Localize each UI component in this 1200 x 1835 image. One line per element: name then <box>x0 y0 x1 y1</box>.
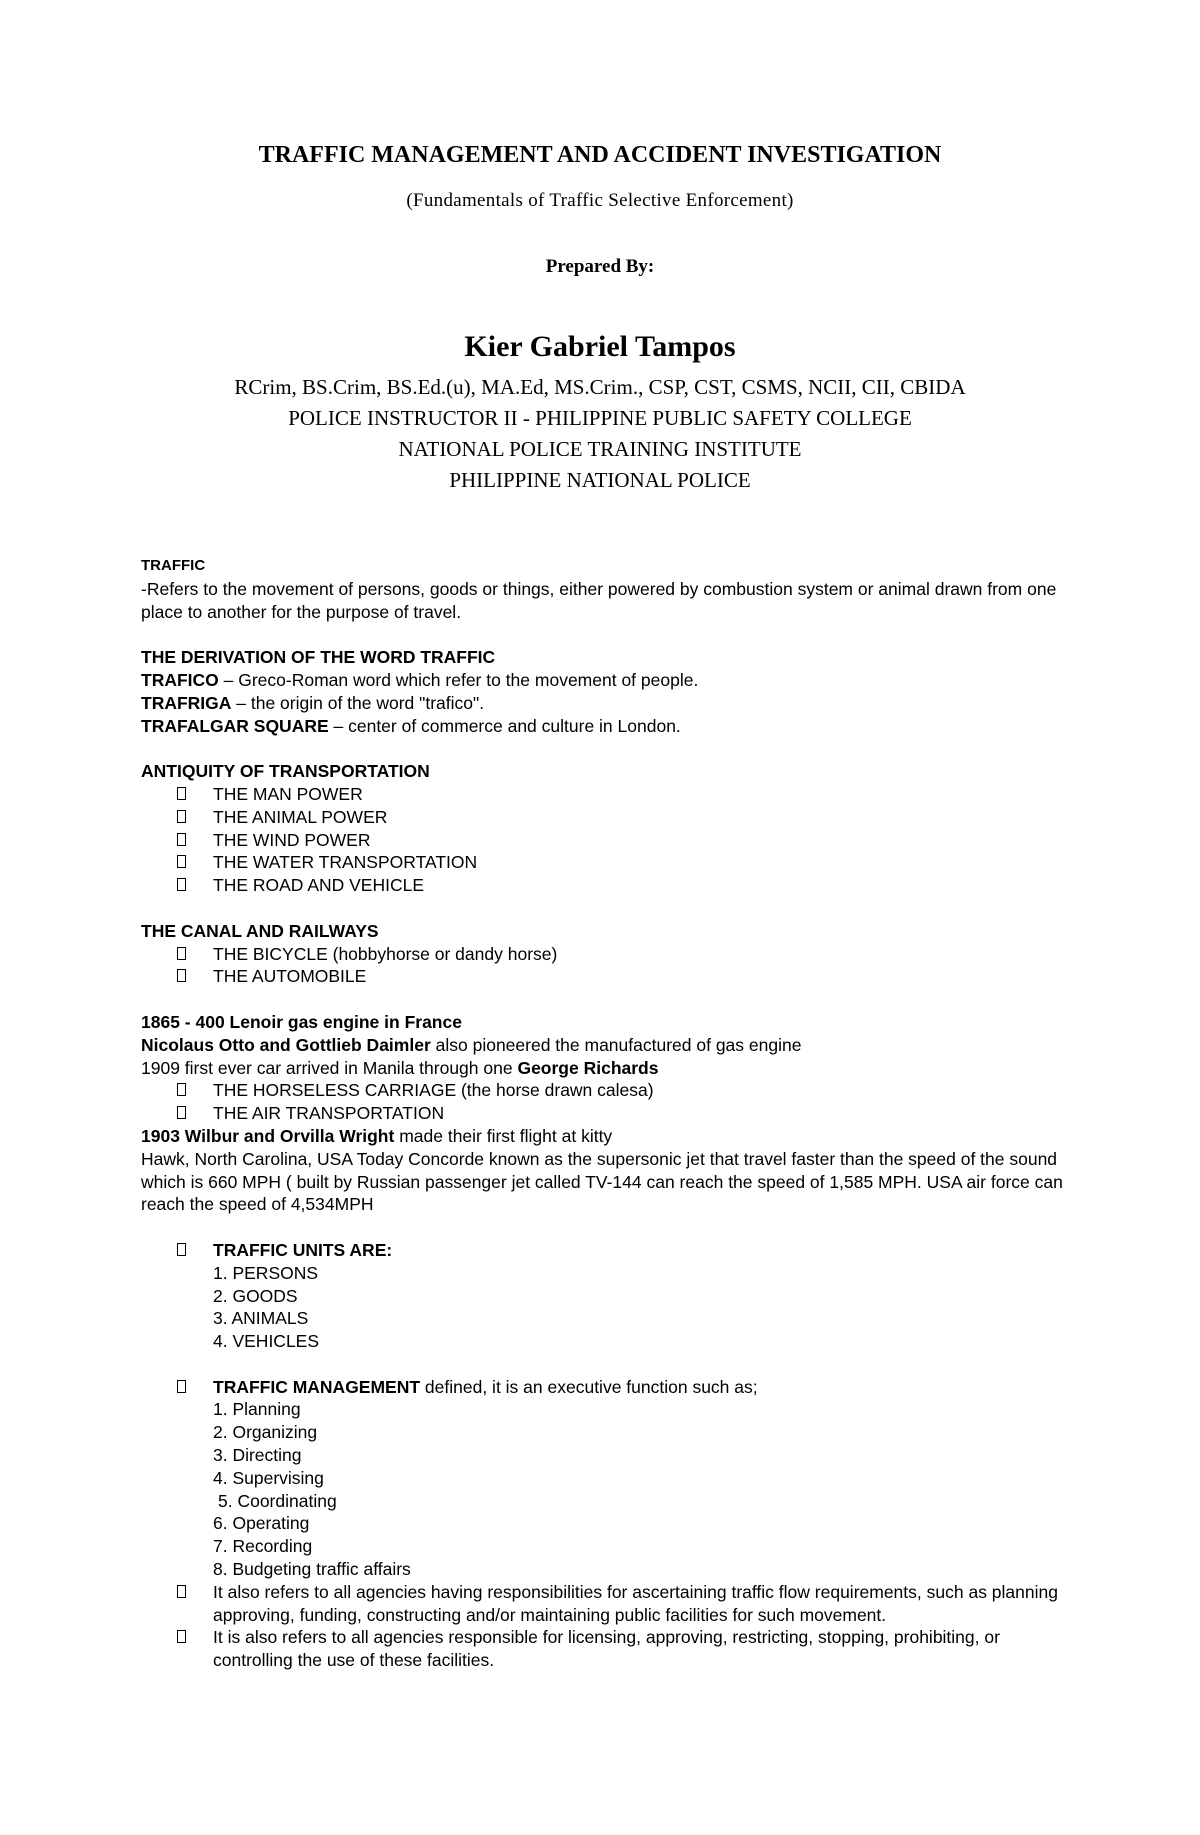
manila-line <box>141 1057 1071 1080</box>
antiquity-heading: ANTIQUITY OF TRANSPORTATION <box>141 761 430 782</box>
list-item: 6. Operating <box>213 1513 310 1534</box>
traffic-definition: -Refers to the movement of persons, goods or things, either powered by combustion system or animal drawn from one place to another for the purpose of travel. <box>141 578 1057 622</box>
author-position: POLICE INSTRUCTOR II - PHILIPPINE PUBLIC SAFETY COLLEGE <box>288 406 912 430</box>
list-item <box>141 829 1071 852</box>
derivation-heading: THE DERIVATION OF THE WORD TRAFFIC <box>141 647 496 668</box>
list-item-text: THE ANIMAL POWER <box>213 806 388 827</box>
note-text: It is also refers to all agencies responsible for licensing, approving, restricting, stopping, prohibiting, or controlling the use of these facilities. <box>213 1627 1000 1671</box>
management-term: TRAFFIC MANAGEMENT <box>213 1376 421 1397</box>
management-heading <box>141 1376 1071 1399</box>
list-item: 4. Supervising <box>213 1467 324 1488</box>
derivation-item <box>141 669 1071 692</box>
list-item-text: THE WATER TRANSPORTATION <box>213 852 478 873</box>
list-item <box>141 965 1071 988</box>
derivation-item <box>141 692 1071 715</box>
prepared-by-label: Prepared By: <box>545 256 655 277</box>
list-item: 7. Recording <box>213 1536 313 1557</box>
list-item <box>141 874 1071 897</box>
list-item <box>141 851 1071 874</box>
list-item <box>141 783 1071 806</box>
list-item: 2. Organizing <box>213 1422 318 1443</box>
derivation-text: – the origin of the word "trafico". <box>231 692 485 713</box>
list-item-text: THE ROAD AND VEHICLE <box>213 875 425 896</box>
bullet-box-icon <box>177 787 186 800</box>
bullet-box-icon <box>177 855 186 868</box>
derivation-term: TRAFICO <box>141 669 219 690</box>
list-item: 1. Planning <box>213 1399 301 1420</box>
units-heading-text: TRAFFIC UNITS ARE: <box>213 1239 393 1260</box>
list-item: 8. Budgeting traffic affairs <box>213 1559 411 1580</box>
list-item: 4. VEHICLES <box>213 1331 320 1352</box>
author-institute: NATIONAL POLICE TRAINING INSTITUTE <box>398 437 802 461</box>
list-item: 3. Directing <box>213 1445 302 1466</box>
management-note <box>141 1626 1071 1672</box>
list-item-text: THE HORSELESS CARRIAGE (the horse drawn calesa) <box>213 1080 654 1101</box>
units-heading <box>141 1239 1071 1262</box>
list-item <box>141 1102 1071 1125</box>
bullet-box-icon <box>177 969 186 982</box>
list-item-text: THE AIR TRANSPORTATION <box>213 1103 445 1124</box>
list-item-text: THE BICYCLE (hobbyhorse or dandy horse) <box>213 943 558 964</box>
list-item <box>141 943 1071 966</box>
author-organization: PHILIPPINE NATIONAL POLICE <box>449 468 751 492</box>
bullet-box-icon <box>177 1630 186 1643</box>
bullet-box-icon <box>177 1083 186 1096</box>
derivation-item <box>141 715 1071 738</box>
list-item-text: THE MAN POWER <box>213 783 363 804</box>
list-item-text: THE AUTOMOBILE <box>213 966 367 987</box>
otto-text: also pioneered the manufactured of gas engine <box>430 1034 802 1055</box>
list-item: 2. GOODS <box>213 1285 298 1306</box>
wright-line <box>141 1125 1071 1148</box>
list-item: 1. PERSONS <box>213 1262 319 1283</box>
author-name: Kier Gabriel Tampos <box>464 330 736 363</box>
note-text: It also refers to all agencies having responsibilities for ascertaining traffic flow requirements, such as planning approving, funding, constructing and/or maintaining public facilities for such movement. <box>213 1581 1058 1625</box>
otto-names: Nicolaus Otto and Gottlieb Daimler <box>141 1034 431 1055</box>
wright-names: 1903 Wilbur and Orvilla Wright <box>141 1125 395 1146</box>
manila-text: 1909 first ever car arrived in Manila through one <box>141 1057 518 1078</box>
bullet-box-icon <box>177 810 186 823</box>
list-item-text: THE WIND POWER <box>213 829 371 850</box>
derivation-term: TRAFRIGA <box>141 692 232 713</box>
wright-text: made their first flight at kitty <box>394 1125 613 1146</box>
document-subtitle: (Fundamentals of Traffic Selective Enforcement) <box>406 190 794 211</box>
bullet-box-icon <box>177 1106 186 1119</box>
manila-name: George Richards <box>517 1057 659 1078</box>
bullet-box-icon <box>177 1585 186 1598</box>
lenoir-line: 1865 - 400 Lenoir gas engine in France <box>141 1011 462 1032</box>
list-item: 3. ANIMALS <box>213 1308 309 1329</box>
bullet-box-icon <box>177 947 186 960</box>
otto-line <box>141 1034 1071 1057</box>
derivation-text: – Greco-Roman word which refer to the movement of people. <box>218 669 699 690</box>
bullet-box-icon <box>177 1380 186 1393</box>
list-item <box>141 1079 1071 1102</box>
management-note <box>141 1581 1071 1627</box>
bullet-box-icon <box>177 878 186 891</box>
hawk-paragraph: Hawk, North Carolina, USA Today Concorde known as the supersonic jet that travel faster than the speed of the sound which is 660 MPH ( built by Russian passenger jet called TV-144 can reach the speed of 1,585 MPH. USA air force can reach the speed of 4,534MPH <box>141 1148 1063 1215</box>
bullet-box-icon <box>177 1243 186 1256</box>
management-text: defined, it is an executive function such as; <box>420 1376 758 1397</box>
list-item <box>141 806 1071 829</box>
bullet-box-icon <box>177 833 186 846</box>
traffic-heading: TRAFFIC <box>141 557 206 574</box>
canal-heading: THE CANAL AND RAILWAYS <box>141 920 379 941</box>
document-body <box>141 555 1071 1672</box>
document-title: TRAFFIC MANAGEMENT AND ACCIDENT INVESTIGATION <box>258 142 942 168</box>
derivation-text: – center of commerce and culture in London. <box>328 715 681 736</box>
derivation-term: TRAFALGAR SQUARE <box>141 715 329 736</box>
author-credentials: RCrim, BS.Crim, BS.Ed.(u), MA.Ed, MS.Crim., CSP, CST, CSMS, NCII, CII, CBIDA <box>234 375 966 399</box>
list-item: 5. Coordinating <box>218 1490 337 1511</box>
